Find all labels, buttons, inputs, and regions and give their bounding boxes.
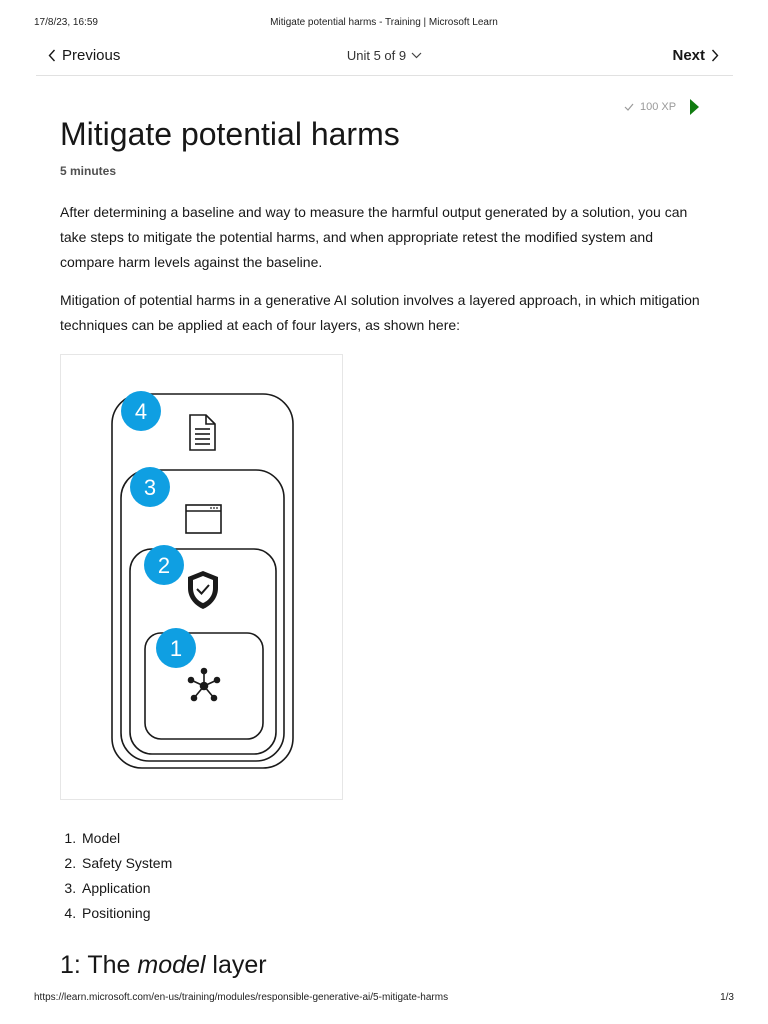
list-item: 3. Application [80,876,172,901]
next-label: Next [672,47,705,64]
unit-selector[interactable] [347,48,422,63]
badge-1 [156,628,196,668]
shield-icon [188,571,218,609]
intro-paragraph: After determining a baseline and way to measure the harmful output generated by a solution, you can take steps to mitigate the potential harms, and when appropriate retest the modified system and compare harm levels against the baseline. [60,204,688,270]
heading-suffix: layer [205,951,267,979]
badge-4 [121,391,161,431]
next-button[interactable] [672,47,719,64]
heading-emphasis: model [137,951,206,979]
xp-label: 100 XP [640,101,677,113]
unit-label: Unit 5 of 9 [346,48,407,63]
layers-list [60,826,172,926]
list-item: 4. Positioning [80,901,172,926]
badge-4-number: 4 [134,399,148,424]
mitigation-layers-diagram [60,354,343,800]
badge-3 [130,467,170,507]
print-page-number: 1/3 [720,992,734,1003]
badge-2 [144,545,184,585]
section-heading-model-layer [60,951,267,980]
badge-1-number: 1 [169,636,183,661]
list-item: 1. Model [80,826,172,851]
list-item: 2. Safety System [80,851,172,876]
previous-label: Previous [62,47,121,64]
badge-2-number: 2 [157,553,171,578]
document-icon [190,415,215,450]
print-url: https://learn.microsoft.com/en-us/training/modules/responsible-generative-ai/5-mitigate-harms [34,992,449,1003]
print-page-title: Mitigate potential harms - Training | Microsoft Learn [270,17,498,28]
badge-3-number: 3 [143,475,157,500]
xp-indicator [624,99,699,115]
play-icon[interactable] [690,99,699,115]
chevron-down-icon [411,52,422,59]
unit-selector-wrap [36,48,733,63]
unit-navigation-bar [36,40,733,76]
heading-prefix: 1: The [60,951,138,979]
layered-approach-paragraph: Mitigation of potential harms in a generative AI solution involves a layered approach, in which mitigation techniques can be applied at each of four layers, as shown here: [60,292,700,333]
app-window-icon [186,505,221,533]
network-icon [189,669,220,701]
duration-label: 5 minutes [60,164,117,178]
print-datetime: 17/8/23, 16:59 [34,17,98,28]
page-title: Mitigate potential harms [60,116,400,152]
checkmark-icon [624,103,634,111]
chevron-right-icon [711,49,719,62]
